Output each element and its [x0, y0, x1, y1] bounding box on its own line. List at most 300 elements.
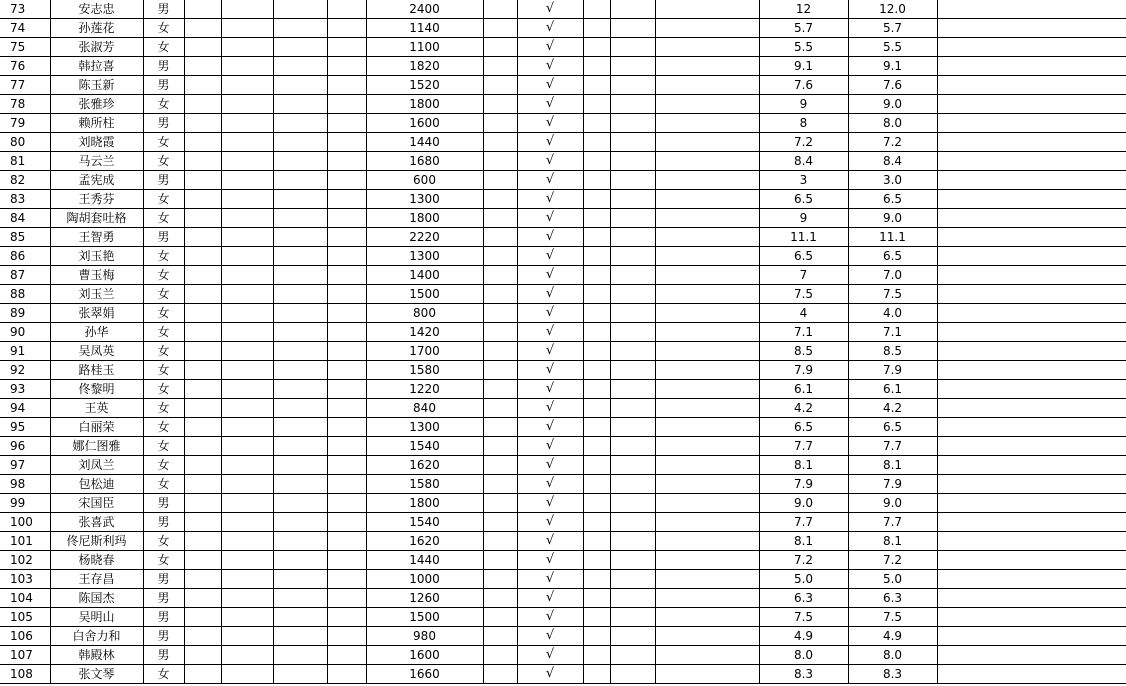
row-number-cell[interactable]: 86: [0, 247, 50, 266]
value-cell[interactable]: 8.4: [759, 152, 848, 171]
empty-cell[interactable]: [655, 152, 759, 171]
empty-cell[interactable]: [221, 551, 273, 570]
empty-cell[interactable]: [655, 570, 759, 589]
empty-cell[interactable]: [655, 665, 759, 684]
empty-cell[interactable]: [221, 513, 273, 532]
gender-cell[interactable]: 男: [143, 0, 184, 19]
empty-cell[interactable]: [937, 304, 1126, 323]
amount-cell[interactable]: 1600: [366, 646, 483, 665]
empty-cell[interactable]: [610, 399, 655, 418]
empty-cell[interactable]: [184, 57, 221, 76]
empty-cell[interactable]: [327, 570, 366, 589]
row-number-cell[interactable]: 88: [0, 285, 50, 304]
empty-cell[interactable]: [327, 323, 366, 342]
check-mark-cell[interactable]: √: [517, 114, 583, 133]
empty-cell[interactable]: [221, 0, 273, 19]
empty-cell[interactable]: [583, 304, 610, 323]
check-mark-cell[interactable]: √: [517, 266, 583, 285]
gender-cell[interactable]: 女: [143, 304, 184, 323]
value-cell[interactable]: 4.9: [759, 627, 848, 646]
name-cell[interactable]: 刘凤兰: [50, 456, 143, 475]
empty-cell[interactable]: [327, 532, 366, 551]
value-cell[interactable]: 6.5: [759, 190, 848, 209]
empty-cell[interactable]: [483, 304, 517, 323]
gender-cell[interactable]: 女: [143, 532, 184, 551]
empty-cell[interactable]: [221, 209, 273, 228]
empty-cell[interactable]: [483, 513, 517, 532]
empty-cell[interactable]: [483, 608, 517, 627]
empty-cell[interactable]: [327, 0, 366, 19]
empty-cell[interactable]: [221, 589, 273, 608]
name-cell[interactable]: 佟尼斯利玛: [50, 532, 143, 551]
empty-cell[interactable]: [184, 342, 221, 361]
gender-cell[interactable]: 女: [143, 323, 184, 342]
empty-cell[interactable]: [483, 551, 517, 570]
empty-cell[interactable]: [327, 133, 366, 152]
empty-cell[interactable]: [655, 494, 759, 513]
empty-cell[interactable]: [221, 57, 273, 76]
empty-cell[interactable]: [937, 38, 1126, 57]
name-cell[interactable]: 刘晓霞: [50, 133, 143, 152]
empty-cell[interactable]: [184, 608, 221, 627]
row-number-cell[interactable]: 81: [0, 152, 50, 171]
empty-cell[interactable]: [273, 513, 327, 532]
amount-cell[interactable]: 1800: [366, 209, 483, 228]
gender-cell[interactable]: 女: [143, 95, 184, 114]
empty-cell[interactable]: [610, 304, 655, 323]
empty-cell[interactable]: [937, 133, 1126, 152]
value-cell[interactable]: 7.1: [759, 323, 848, 342]
name-cell[interactable]: 马云兰: [50, 152, 143, 171]
gender-cell[interactable]: 男: [143, 513, 184, 532]
empty-cell[interactable]: [583, 380, 610, 399]
empty-cell[interactable]: [327, 627, 366, 646]
empty-cell[interactable]: [483, 171, 517, 190]
empty-cell[interactable]: [273, 665, 327, 684]
empty-cell[interactable]: [583, 209, 610, 228]
empty-cell[interactable]: [483, 665, 517, 684]
row-number-cell[interactable]: 85: [0, 228, 50, 247]
value-decimal-cell[interactable]: 9.0: [848, 209, 937, 228]
amount-cell[interactable]: 1680: [366, 152, 483, 171]
check-mark-cell[interactable]: √: [517, 475, 583, 494]
empty-cell[interactable]: [221, 475, 273, 494]
empty-cell[interactable]: [221, 399, 273, 418]
empty-cell[interactable]: [273, 95, 327, 114]
check-mark-cell[interactable]: √: [517, 152, 583, 171]
empty-cell[interactable]: [273, 76, 327, 95]
amount-cell[interactable]: 1660: [366, 665, 483, 684]
empty-cell[interactable]: [483, 475, 517, 494]
empty-cell[interactable]: [221, 285, 273, 304]
name-cell[interactable]: 杨晓春: [50, 551, 143, 570]
empty-cell[interactable]: [327, 437, 366, 456]
empty-cell[interactable]: [937, 646, 1126, 665]
empty-cell[interactable]: [937, 627, 1126, 646]
empty-cell[interactable]: [610, 608, 655, 627]
empty-cell[interactable]: [610, 133, 655, 152]
check-mark-cell[interactable]: √: [517, 0, 583, 19]
empty-cell[interactable]: [221, 494, 273, 513]
value-decimal-cell[interactable]: 7.6: [848, 76, 937, 95]
amount-cell[interactable]: 1300: [366, 190, 483, 209]
empty-cell[interactable]: [184, 228, 221, 247]
value-cell[interactable]: 12: [759, 0, 848, 19]
empty-cell[interactable]: [483, 494, 517, 513]
empty-cell[interactable]: [327, 361, 366, 380]
empty-cell[interactable]: [184, 171, 221, 190]
empty-cell[interactable]: [483, 57, 517, 76]
value-decimal-cell[interactable]: 9.1: [848, 57, 937, 76]
name-cell[interactable]: 张喜武: [50, 513, 143, 532]
empty-cell[interactable]: [327, 152, 366, 171]
empty-cell[interactable]: [583, 323, 610, 342]
empty-cell[interactable]: [221, 38, 273, 57]
check-mark-cell[interactable]: √: [517, 418, 583, 437]
amount-cell[interactable]: 1540: [366, 513, 483, 532]
empty-cell[interactable]: [937, 76, 1126, 95]
empty-cell[interactable]: [221, 171, 273, 190]
empty-cell[interactable]: [610, 380, 655, 399]
name-cell[interactable]: 韩殿林: [50, 646, 143, 665]
empty-cell[interactable]: [937, 114, 1126, 133]
gender-cell[interactable]: 女: [143, 285, 184, 304]
gender-cell[interactable]: 女: [143, 190, 184, 209]
empty-cell[interactable]: [610, 19, 655, 38]
empty-cell[interactable]: [937, 266, 1126, 285]
value-decimal-cell[interactable]: 5.7: [848, 19, 937, 38]
empty-cell[interactable]: [655, 95, 759, 114]
empty-cell[interactable]: [221, 228, 273, 247]
empty-cell[interactable]: [610, 475, 655, 494]
empty-cell[interactable]: [583, 342, 610, 361]
value-decimal-cell[interactable]: 7.9: [848, 361, 937, 380]
gender-cell[interactable]: 女: [143, 399, 184, 418]
empty-cell[interactable]: [610, 513, 655, 532]
empty-cell[interactable]: [583, 399, 610, 418]
name-cell[interactable]: 王英: [50, 399, 143, 418]
empty-cell[interactable]: [483, 361, 517, 380]
empty-cell[interactable]: [655, 513, 759, 532]
name-cell[interactable]: 路桂玉: [50, 361, 143, 380]
empty-cell[interactable]: [655, 418, 759, 437]
check-mark-cell[interactable]: √: [517, 285, 583, 304]
empty-cell[interactable]: [655, 228, 759, 247]
empty-cell[interactable]: [583, 589, 610, 608]
amount-cell[interactable]: 600: [366, 171, 483, 190]
gender-cell[interactable]: 男: [143, 228, 184, 247]
gender-cell[interactable]: 女: [143, 551, 184, 570]
empty-cell[interactable]: [610, 418, 655, 437]
empty-cell[interactable]: [184, 361, 221, 380]
value-decimal-cell[interactable]: 11.1: [848, 228, 937, 247]
empty-cell[interactable]: [583, 456, 610, 475]
empty-cell[interactable]: [937, 209, 1126, 228]
empty-cell[interactable]: [655, 209, 759, 228]
value-decimal-cell[interactable]: 9.0: [848, 95, 937, 114]
empty-cell[interactable]: [483, 95, 517, 114]
check-mark-cell[interactable]: √: [517, 399, 583, 418]
empty-cell[interactable]: [583, 285, 610, 304]
empty-cell[interactable]: [655, 551, 759, 570]
empty-cell[interactable]: [184, 19, 221, 38]
empty-cell[interactable]: [221, 570, 273, 589]
empty-cell[interactable]: [583, 513, 610, 532]
empty-cell[interactable]: [610, 627, 655, 646]
value-decimal-cell[interactable]: 8.3: [848, 665, 937, 684]
name-cell[interactable]: 张文琴: [50, 665, 143, 684]
empty-cell[interactable]: [583, 627, 610, 646]
empty-cell[interactable]: [583, 190, 610, 209]
empty-cell[interactable]: [483, 532, 517, 551]
empty-cell[interactable]: [610, 456, 655, 475]
empty-cell[interactable]: [655, 323, 759, 342]
empty-cell[interactable]: [583, 76, 610, 95]
name-cell[interactable]: 白丽荣: [50, 418, 143, 437]
empty-cell[interactable]: [655, 285, 759, 304]
amount-cell[interactable]: 1620: [366, 456, 483, 475]
empty-cell[interactable]: [937, 494, 1126, 513]
empty-cell[interactable]: [483, 266, 517, 285]
gender-cell[interactable]: 男: [143, 494, 184, 513]
empty-cell[interactable]: [221, 646, 273, 665]
empty-cell[interactable]: [655, 380, 759, 399]
value-cell[interactable]: 7.7: [759, 513, 848, 532]
gender-cell[interactable]: 女: [143, 342, 184, 361]
row-number-cell[interactable]: 74: [0, 19, 50, 38]
value-decimal-cell[interactable]: 6.5: [848, 418, 937, 437]
empty-cell[interactable]: [184, 285, 221, 304]
empty-cell[interactable]: [937, 380, 1126, 399]
value-decimal-cell[interactable]: 7.5: [848, 285, 937, 304]
amount-cell[interactable]: 1140: [366, 19, 483, 38]
value-decimal-cell[interactable]: 9.0: [848, 494, 937, 513]
name-cell[interactable]: 张翠娟: [50, 304, 143, 323]
row-number-cell[interactable]: 101: [0, 532, 50, 551]
empty-cell[interactable]: [221, 418, 273, 437]
value-decimal-cell[interactable]: 4.9: [848, 627, 937, 646]
gender-cell[interactable]: 女: [143, 133, 184, 152]
empty-cell[interactable]: [221, 190, 273, 209]
name-cell[interactable]: 包松迪: [50, 475, 143, 494]
empty-cell[interactable]: [610, 342, 655, 361]
value-cell[interactable]: 6.3: [759, 589, 848, 608]
value-decimal-cell[interactable]: 8.1: [848, 532, 937, 551]
value-decimal-cell[interactable]: 8.4: [848, 152, 937, 171]
empty-cell[interactable]: [937, 247, 1126, 266]
empty-cell[interactable]: [273, 0, 327, 19]
gender-cell[interactable]: 女: [143, 665, 184, 684]
empty-cell[interactable]: [221, 304, 273, 323]
value-decimal-cell[interactable]: 7.9: [848, 475, 937, 494]
empty-cell[interactable]: [937, 361, 1126, 380]
empty-cell[interactable]: [483, 589, 517, 608]
row-number-cell[interactable]: 92: [0, 361, 50, 380]
check-mark-cell[interactable]: √: [517, 437, 583, 456]
empty-cell[interactable]: [184, 0, 221, 19]
check-mark-cell[interactable]: √: [517, 342, 583, 361]
empty-cell[interactable]: [655, 456, 759, 475]
empty-cell[interactable]: [273, 380, 327, 399]
empty-cell[interactable]: [610, 57, 655, 76]
empty-cell[interactable]: [184, 133, 221, 152]
empty-cell[interactable]: [655, 114, 759, 133]
empty-cell[interactable]: [655, 19, 759, 38]
empty-cell[interactable]: [583, 418, 610, 437]
empty-cell[interactable]: [327, 171, 366, 190]
name-cell[interactable]: 陶胡套吐格: [50, 209, 143, 228]
value-cell[interactable]: 4.2: [759, 399, 848, 418]
empty-cell[interactable]: [483, 342, 517, 361]
empty-cell[interactable]: [327, 342, 366, 361]
empty-cell[interactable]: [327, 19, 366, 38]
empty-cell[interactable]: [583, 570, 610, 589]
empty-cell[interactable]: [184, 209, 221, 228]
name-cell[interactable]: 孙莲花: [50, 19, 143, 38]
value-cell[interactable]: 7.5: [759, 608, 848, 627]
name-cell[interactable]: 陈国杰: [50, 589, 143, 608]
empty-cell[interactable]: [937, 57, 1126, 76]
empty-cell[interactable]: [610, 114, 655, 133]
value-cell[interactable]: 9: [759, 95, 848, 114]
empty-cell[interactable]: [937, 399, 1126, 418]
empty-cell[interactable]: [221, 266, 273, 285]
amount-cell[interactable]: 1540: [366, 437, 483, 456]
name-cell[interactable]: 刘玉艳: [50, 247, 143, 266]
empty-cell[interactable]: [483, 437, 517, 456]
row-number-cell[interactable]: 96: [0, 437, 50, 456]
value-cell[interactable]: 7.7: [759, 437, 848, 456]
empty-cell[interactable]: [221, 247, 273, 266]
empty-cell[interactable]: [610, 0, 655, 19]
empty-cell[interactable]: [273, 646, 327, 665]
value-cell[interactable]: 8.5: [759, 342, 848, 361]
empty-cell[interactable]: [273, 19, 327, 38]
empty-cell[interactable]: [583, 665, 610, 684]
row-number-cell[interactable]: 76: [0, 57, 50, 76]
empty-cell[interactable]: [655, 171, 759, 190]
value-cell[interactable]: 7.2: [759, 551, 848, 570]
empty-cell[interactable]: [483, 247, 517, 266]
value-cell[interactable]: 8: [759, 114, 848, 133]
empty-cell[interactable]: [937, 589, 1126, 608]
empty-cell[interactable]: [273, 209, 327, 228]
empty-cell[interactable]: [221, 456, 273, 475]
empty-cell[interactable]: [483, 0, 517, 19]
row-number-cell[interactable]: 97: [0, 456, 50, 475]
gender-cell[interactable]: 男: [143, 570, 184, 589]
amount-cell[interactable]: 1400: [366, 266, 483, 285]
empty-cell[interactable]: [937, 665, 1126, 684]
empty-cell[interactable]: [483, 627, 517, 646]
empty-cell[interactable]: [937, 323, 1126, 342]
empty-cell[interactable]: [483, 456, 517, 475]
empty-cell[interactable]: [184, 570, 221, 589]
value-cell[interactable]: 7.6: [759, 76, 848, 95]
empty-cell[interactable]: [610, 209, 655, 228]
empty-cell[interactable]: [655, 342, 759, 361]
value-decimal-cell[interactable]: 8.5: [848, 342, 937, 361]
amount-cell[interactable]: 1440: [366, 133, 483, 152]
empty-cell[interactable]: [327, 475, 366, 494]
value-cell[interactable]: 6.1: [759, 380, 848, 399]
empty-cell[interactable]: [221, 380, 273, 399]
empty-cell[interactable]: [583, 608, 610, 627]
empty-cell[interactable]: [610, 361, 655, 380]
check-mark-cell[interactable]: √: [517, 57, 583, 76]
empty-cell[interactable]: [583, 95, 610, 114]
empty-cell[interactable]: [583, 532, 610, 551]
amount-cell[interactable]: 1300: [366, 418, 483, 437]
empty-cell[interactable]: [273, 551, 327, 570]
value-cell[interactable]: 11.1: [759, 228, 848, 247]
gender-cell[interactable]: 女: [143, 418, 184, 437]
row-number-cell[interactable]: 80: [0, 133, 50, 152]
empty-cell[interactable]: [327, 247, 366, 266]
empty-cell[interactable]: [327, 418, 366, 437]
name-cell[interactable]: 张雅珍: [50, 95, 143, 114]
amount-cell[interactable]: 1800: [366, 95, 483, 114]
empty-cell[interactable]: [221, 361, 273, 380]
gender-cell[interactable]: 女: [143, 475, 184, 494]
amount-cell[interactable]: 800: [366, 304, 483, 323]
empty-cell[interactable]: [327, 380, 366, 399]
empty-cell[interactable]: [610, 532, 655, 551]
empty-cell[interactable]: [583, 19, 610, 38]
value-cell[interactable]: 7.5: [759, 285, 848, 304]
empty-cell[interactable]: [610, 190, 655, 209]
empty-cell[interactable]: [184, 494, 221, 513]
empty-cell[interactable]: [583, 551, 610, 570]
value-decimal-cell[interactable]: 5.5: [848, 38, 937, 57]
empty-cell[interactable]: [483, 38, 517, 57]
empty-cell[interactable]: [327, 608, 366, 627]
gender-cell[interactable]: 女: [143, 361, 184, 380]
row-number-cell[interactable]: 103: [0, 570, 50, 589]
empty-cell[interactable]: [937, 608, 1126, 627]
empty-cell[interactable]: [273, 532, 327, 551]
check-mark-cell[interactable]: √: [517, 570, 583, 589]
empty-cell[interactable]: [937, 190, 1126, 209]
value-cell[interactable]: 6.5: [759, 247, 848, 266]
check-mark-cell[interactable]: √: [517, 38, 583, 57]
empty-cell[interactable]: [937, 285, 1126, 304]
empty-cell[interactable]: [655, 475, 759, 494]
amount-cell[interactable]: 1500: [366, 285, 483, 304]
empty-cell[interactable]: [937, 475, 1126, 494]
empty-cell[interactable]: [610, 247, 655, 266]
empty-cell[interactable]: [273, 589, 327, 608]
check-mark-cell[interactable]: √: [517, 228, 583, 247]
empty-cell[interactable]: [184, 532, 221, 551]
value-cell[interactable]: 8.0: [759, 646, 848, 665]
name-cell[interactable]: 娜仁图雅: [50, 437, 143, 456]
empty-cell[interactable]: [273, 627, 327, 646]
amount-cell[interactable]: 1580: [366, 361, 483, 380]
amount-cell[interactable]: 840: [366, 399, 483, 418]
empty-cell[interactable]: [610, 323, 655, 342]
empty-cell[interactable]: [610, 266, 655, 285]
value-decimal-cell[interactable]: 6.1: [848, 380, 937, 399]
empty-cell[interactable]: [610, 646, 655, 665]
gender-cell[interactable]: 男: [143, 57, 184, 76]
empty-cell[interactable]: [273, 608, 327, 627]
name-cell[interactable]: 宋国臣: [50, 494, 143, 513]
name-cell[interactable]: 佟黎明: [50, 380, 143, 399]
check-mark-cell[interactable]: √: [517, 95, 583, 114]
value-cell[interactable]: 8.1: [759, 456, 848, 475]
check-mark-cell[interactable]: √: [517, 494, 583, 513]
